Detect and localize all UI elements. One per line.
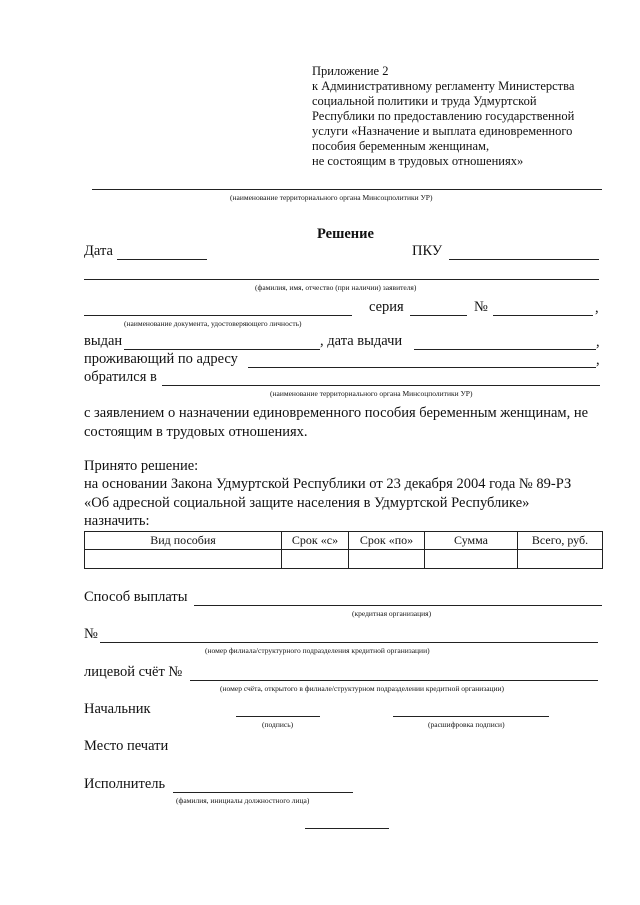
issue-date-field[interactable] bbox=[414, 349, 596, 350]
date-field[interactable] bbox=[117, 259, 207, 260]
application-text-line: с заявлением о назначении единовременного пособия беременным женщинам, не bbox=[84, 405, 589, 421]
account-field[interactable] bbox=[190, 680, 598, 681]
issued-field[interactable] bbox=[124, 349, 320, 350]
org-line[interactable] bbox=[92, 189, 602, 190]
cell-amount[interactable] bbox=[425, 550, 518, 569]
caption-decoding: (расшифровка подписи) bbox=[428, 720, 505, 729]
issued-label: выдан bbox=[84, 333, 123, 349]
account-label: лицевой счёт № bbox=[84, 664, 183, 680]
decision-line: Принято решение: bbox=[84, 458, 199, 474]
series-label: серия bbox=[369, 299, 404, 315]
caption-org2: (наименование территориального органа Минсоцполитики УР) bbox=[270, 389, 473, 398]
signature-field[interactable] bbox=[236, 716, 320, 717]
cell-from[interactable] bbox=[282, 550, 349, 569]
number-label: № bbox=[474, 299, 488, 315]
col-header-total: Всего, руб. bbox=[518, 532, 603, 550]
issue-date-label: , дата выдачи bbox=[320, 333, 403, 349]
decoding-field[interactable] bbox=[393, 716, 549, 717]
branch-number-label: № bbox=[84, 626, 98, 642]
date-label: Дата bbox=[84, 243, 113, 259]
document-title: Решение bbox=[317, 226, 374, 242]
caption-doc: (наименование документа, удостоверяющего личность) bbox=[124, 319, 302, 328]
cell-benefit-type[interactable] bbox=[85, 550, 282, 569]
cell-total[interactable] bbox=[518, 550, 603, 569]
series-field[interactable] bbox=[410, 315, 467, 316]
table-row bbox=[85, 550, 603, 569]
benefit-table bbox=[84, 531, 603, 569]
number-field[interactable] bbox=[493, 315, 593, 316]
branch-field[interactable] bbox=[100, 642, 598, 643]
document-field[interactable] bbox=[84, 315, 352, 316]
payment-label: Способ выплаты bbox=[84, 589, 188, 605]
seal-label: Место печати bbox=[84, 738, 169, 754]
header-line: Республики по предоставлению государственной bbox=[312, 109, 575, 123]
pku-field[interactable] bbox=[449, 259, 599, 260]
header-line: социальной политики и труда Удмуртской bbox=[312, 94, 537, 108]
head-label: Начальник bbox=[84, 701, 151, 717]
col-header-amount: Сумма bbox=[425, 532, 518, 550]
application-text-line: состоящим в трудовых отношениях. bbox=[84, 424, 308, 440]
table-header-row bbox=[85, 532, 603, 550]
applied-org-field[interactable] bbox=[162, 385, 600, 386]
caption-executor: (фамилия, инициалы должностного лица) bbox=[176, 796, 310, 805]
caption-org-top: (наименование территориального органа Минсоцполитики УР) bbox=[230, 193, 433, 202]
caption-fio: (фамилия, имя, отчество (при наличии) заявителя) bbox=[255, 283, 417, 292]
header-line: пособия беременным женщинам, bbox=[312, 139, 490, 153]
fio-field[interactable] bbox=[84, 279, 599, 280]
cell-to[interactable] bbox=[349, 550, 425, 569]
col-header-to: Срок «по» bbox=[349, 532, 425, 550]
header-line: к Административному регламенту Министерства bbox=[312, 79, 575, 93]
comma: , bbox=[596, 352, 600, 368]
appendix-header bbox=[312, 64, 574, 169]
decision-line: «Об адресной социальной защите населения в Удмуртской Республике» bbox=[84, 495, 530, 511]
address-field[interactable] bbox=[248, 367, 596, 368]
caption-bank: (кредитная организация) bbox=[352, 609, 432, 618]
col-header-from: Срок «с» bbox=[282, 532, 349, 550]
header-line: Приложение 2 bbox=[312, 64, 389, 78]
executor-field[interactable] bbox=[173, 792, 353, 793]
pku-label: ПКУ bbox=[412, 243, 443, 259]
decision-line: на основании Закона Удмуртской Республики от 23 декабря 2004 года № 89-РЗ bbox=[84, 476, 572, 492]
caption-signature: (подпись) bbox=[262, 720, 294, 729]
caption-account: (номер счёта, открытого в филиале/структурном подразделении кредитной организации) bbox=[220, 684, 505, 693]
decision-line: назначить: bbox=[84, 513, 150, 529]
applied-label: обратился в bbox=[84, 369, 157, 385]
comma: , bbox=[596, 334, 600, 350]
residing-label: проживающий по адресу bbox=[84, 351, 238, 367]
caption-branch: (номер филиала/структурного подразделения кредитной организации) bbox=[205, 646, 430, 655]
executor-label: Исполнитель bbox=[84, 776, 166, 792]
bottom-separator bbox=[305, 828, 389, 829]
header-line: не состоящим в трудовых отношениях» bbox=[312, 154, 524, 168]
header-line: услуги «Назначение и выплата единовременного bbox=[312, 124, 573, 138]
col-header-benefit-type: Вид пособия bbox=[85, 532, 282, 550]
comma: , bbox=[595, 300, 599, 316]
payment-field[interactable] bbox=[194, 605, 602, 606]
